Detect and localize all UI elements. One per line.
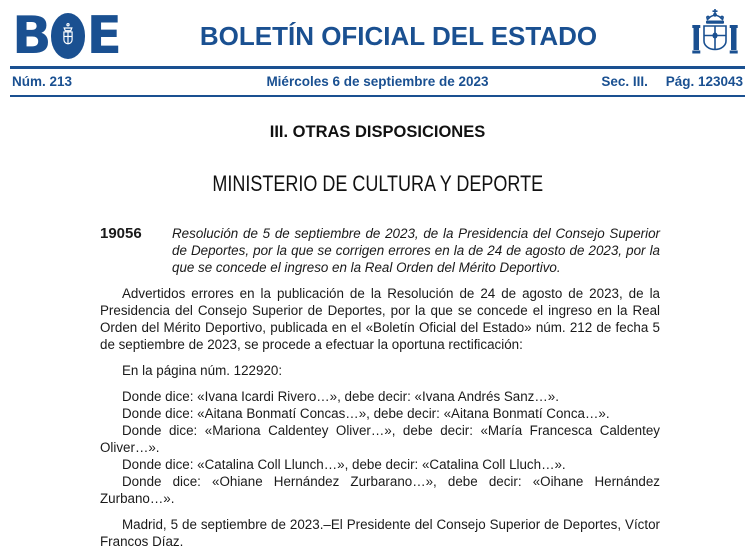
page-label: Pág. 123043 — [665, 74, 743, 89]
correction-line: Donde dice: «Mariona Caldentey Oliver…», debe decir: «María Francesca Caldentey Oliver…». — [100, 423, 660, 455]
correction-line: Donde dice: «Aitana Bonmatí Concas…», debe decir: «Aitana Bonmatí Conca…». — [122, 406, 610, 421]
boe-logo-letter-e: E — [86, 6, 120, 66]
correction-line: Donde dice: «Catalina Coll Llunch…», debe decir: «Catalina Coll Lluch…». — [122, 457, 566, 472]
section-page-ref — [553, 74, 743, 89]
coat-of-arms-container — [687, 8, 743, 64]
issue-date: Miércoles 6 de septiembre de 2023 — [266, 74, 489, 89]
resolution-block — [100, 225, 660, 276]
signature-paragraph: Madrid, 5 de septiembre de 2023.–El Presidente del Consejo Superior de Deportes, Víctor Francos Díaz. — [100, 517, 660, 549]
boe-logo-disc — [51, 13, 86, 59]
issue-number: Núm. 213 — [12, 74, 73, 89]
boe-header — [10, 0, 745, 97]
ministry-heading-text: MINISTERIO DE CULTURA Y DEPORTE — [212, 171, 543, 196]
spain-coat-of-arms-icon — [690, 8, 740, 64]
ministry-heading — [0, 170, 755, 198]
issue-meta-bar — [10, 66, 745, 97]
intro-paragraph: Advertidos errores en la publicación de la Resolución de 24 de agosto de 2023, de la Presidencia del Consejo Superior de Deportes, por la que se concede el ingreso en la Real Orden del Mérito Deportivo, publicada en el «Boletín Oficial del Estado» núm. 212 de fecha 5 de septiembre de 2023, se procede a efectuar la oportuna rectificación: — [100, 286, 660, 352]
gazette-title: BOLETÍN OFICIAL DEL ESTADO — [199, 20, 598, 51]
corrections-list — [100, 388, 660, 507]
section-label: Sec. III. — [601, 74, 648, 89]
boe-logo-letter-b: B — [12, 6, 50, 66]
page-reference: En la página núm. 122920: — [122, 363, 283, 378]
boe-logo — [12, 6, 120, 66]
header-top-row — [10, 0, 745, 66]
crowned-shield-icon — [58, 22, 78, 50]
document-body — [100, 225, 660, 550]
correction-line: Donde dice: «Ivana Icardi Rivero…», debe decir: «Ivana Andrés Sanz…». — [122, 389, 559, 404]
resolution-summary: Resolución de 5 de septiembre de 2023, de la Presidencia del Consejo Superior de Deportes, por la que se corrigen errores en la de 24 de agosto de 2023, por la que se concede el ingreso en la Real Orden del Mérito Deportivo. — [172, 226, 660, 275]
correction-line: Donde dice: «Ohiane Hernández Zurbarano…», debe decir: «Oihane Hernández Zurbano…». — [100, 474, 660, 506]
resolution-number: 19056 — [100, 225, 142, 242]
section-heading: III. OTRAS DISPOSICIONES — [269, 123, 486, 141]
